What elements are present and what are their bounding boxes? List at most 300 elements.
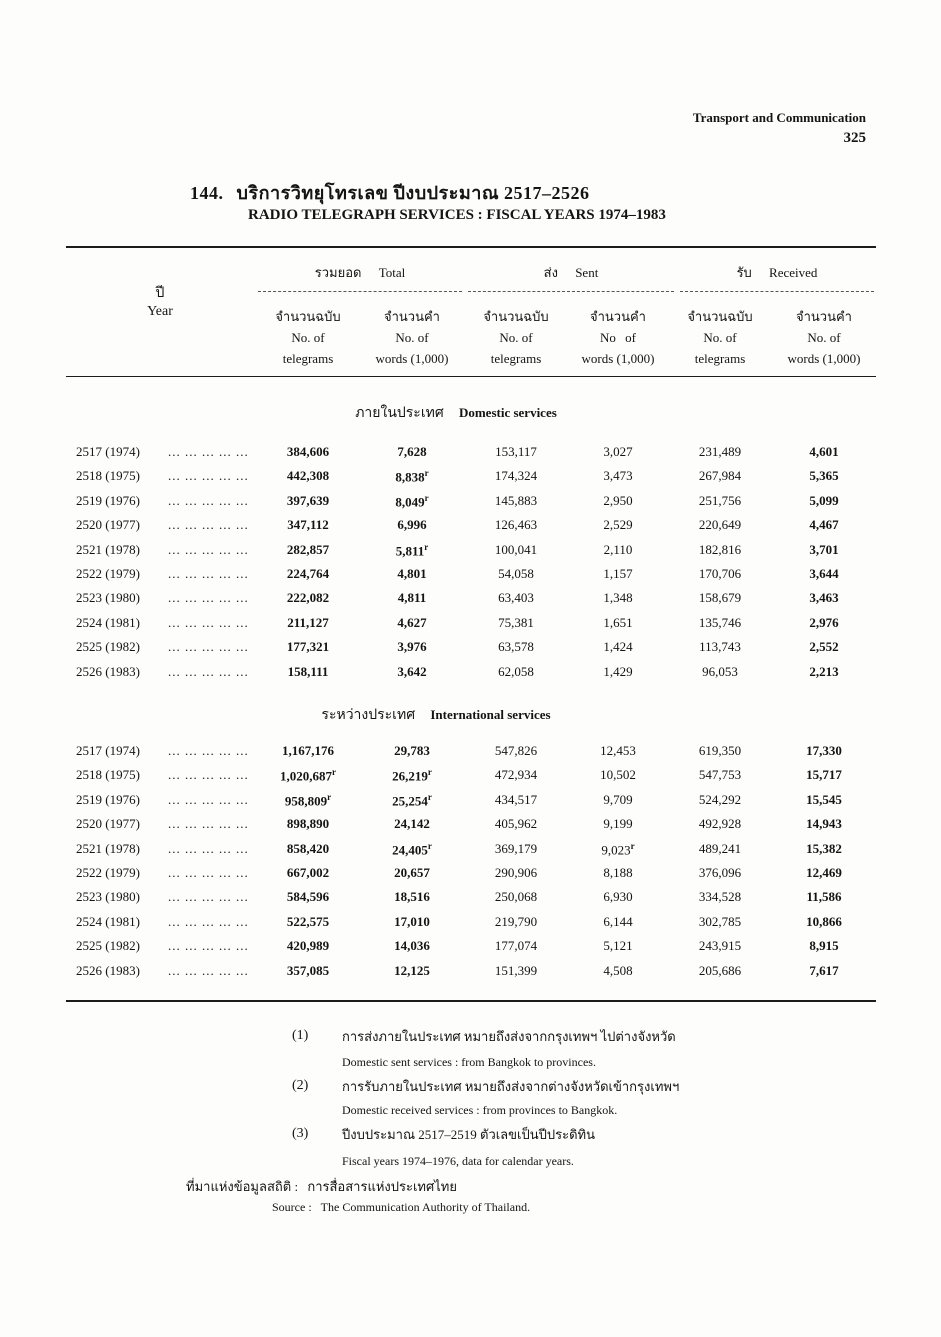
note-3 — [292, 1124, 852, 1142]
cell-value: 8,049 — [395, 494, 425, 510]
table-row — [66, 938, 876, 962]
cell-value: 177,074 — [494, 938, 538, 954]
cell — [258, 468, 358, 484]
page-number: 325 — [843, 130, 866, 146]
cell — [258, 914, 358, 930]
table-row — [66, 590, 876, 614]
col-line2: words (1,000) — [787, 351, 861, 366]
cell-value: 11,586 — [806, 889, 842, 905]
cell — [670, 816, 770, 832]
row-leader-dots: ... ... ... ... ... — [168, 865, 249, 880]
group-thai: รวมยอด — [314, 265, 362, 280]
cell-value: 170,706 — [698, 566, 742, 581]
cell-value: 7,628 — [397, 444, 427, 459]
cell — [670, 468, 770, 484]
row-year: 2523 (1980) — [76, 889, 140, 905]
revised-mark: r — [427, 840, 432, 851]
cell — [774, 889, 874, 905]
cell-value: 174,324 — [494, 468, 538, 484]
group-rule-received — [680, 291, 874, 292]
cell — [670, 865, 770, 881]
revised-mark: r — [332, 767, 336, 778]
cell-value: 2,529 — [603, 517, 633, 533]
row-year: 2525 (1982) — [76, 938, 140, 954]
row-leader-dots: ... ... ... ... ... — [168, 816, 249, 832]
cell — [774, 792, 874, 808]
col-line1: No. of — [703, 330, 737, 345]
cell — [774, 743, 874, 759]
cell-value: 153,117 — [495, 444, 537, 459]
table-row — [66, 816, 876, 840]
cell-value: 369,179 — [494, 840, 538, 856]
table-row — [66, 517, 876, 541]
cell-value: 220,649 — [698, 517, 742, 533]
cell-value: 4,627 — [397, 614, 427, 630]
row-leader-dots: ... ... ... ... ... — [168, 840, 249, 856]
row-leader-dots: ... ... ... ... ... — [168, 791, 249, 807]
cell-value: 224,764 — [286, 566, 330, 581]
cell — [258, 865, 358, 881]
cell — [466, 914, 566, 930]
col-header-sent-words — [568, 306, 668, 369]
cell — [670, 639, 770, 655]
row-leader-dots: ... ... ... ... ... — [168, 444, 249, 459]
cell — [258, 889, 358, 905]
row-year: 2520 (1977) — [76, 517, 140, 533]
cell-value: 222,082 — [286, 590, 330, 606]
cell-value: 282,857 — [286, 541, 330, 557]
row-year: 2517 (1974) — [76, 743, 140, 758]
source-english-label: Source : — [272, 1200, 312, 1214]
cell — [258, 615, 358, 631]
cell-value: 12,469 — [806, 865, 842, 880]
col-line1: No. of — [499, 330, 533, 345]
cell — [466, 889, 566, 905]
cell — [362, 517, 462, 533]
cell — [774, 938, 874, 954]
year-column-header — [120, 285, 200, 321]
cell-value: 15,545 — [806, 791, 842, 807]
cell-value: 524,292 — [698, 791, 742, 807]
cell — [362, 816, 462, 832]
col-thai: จำนวนฉบับ — [275, 309, 341, 324]
cell-value: 472,934 — [494, 767, 538, 783]
cell — [258, 816, 358, 832]
cell — [568, 517, 668, 533]
table-row — [66, 444, 876, 468]
table-row — [66, 639, 876, 663]
cell-value: 14,943 — [806, 816, 842, 832]
revised-mark: r — [424, 492, 429, 503]
row-year: 2524 (1981) — [76, 913, 140, 929]
cell-value: 158,111 — [287, 663, 329, 679]
cell-value: 434,517 — [494, 791, 538, 807]
cell — [774, 664, 874, 680]
cell — [568, 590, 668, 606]
cell-value: 25,254 — [392, 793, 428, 809]
cell-value: 547,826 — [494, 743, 538, 758]
cell-value: 302,785 — [698, 913, 742, 929]
row-leader-dots: ... ... ... ... ... — [168, 938, 249, 954]
table-row — [66, 767, 876, 791]
col-header-sent-telegrams — [466, 306, 566, 369]
col-line2: telegrams — [694, 351, 746, 366]
cell-value: 20,657 — [394, 865, 430, 880]
cell — [258, 792, 358, 809]
note-3-english: Fiscal years 1974–1976, data for calendar years. — [342, 1154, 574, 1168]
cell-value: 100,041 — [494, 541, 538, 557]
table-row — [66, 542, 876, 566]
cell — [568, 493, 668, 509]
note-thai: การรับภายในประเทศ หมายถึงส่งจากต่างจังหวัดเข้ากรุงเทพฯ — [342, 1079, 680, 1094]
cell — [774, 865, 874, 881]
row-year: 2526 (1983) — [76, 962, 140, 978]
cell — [670, 444, 770, 460]
cell — [568, 865, 668, 881]
row-year: 2521 (1978) — [76, 840, 140, 856]
table-row — [66, 664, 876, 688]
cell — [258, 444, 358, 460]
source-thai-label: ที่มาแห่งข้อมูลสถิติ : — [186, 1179, 299, 1194]
cell — [774, 767, 874, 783]
cell-value: 5,365 — [809, 468, 839, 484]
cell-value: 7,617 — [809, 962, 839, 978]
cell — [362, 963, 462, 979]
source-english-text: The Communication Authority of Thailand. — [320, 1200, 531, 1214]
row-year: 2517 (1974) — [76, 444, 140, 459]
cell — [568, 914, 668, 930]
note-2-english: Domestic received services : from provinces to Bangkok. — [342, 1103, 618, 1117]
cell-value: 182,816 — [698, 541, 742, 557]
cell-value: 1,424 — [603, 639, 633, 655]
row-leader-dots: ... ... ... ... ... — [168, 492, 249, 508]
cell-value: 898,890 — [286, 816, 330, 832]
cell — [258, 639, 358, 655]
cell-value: 442,308 — [286, 468, 330, 484]
row-year: 2522 (1979) — [76, 566, 140, 581]
cell-value: 3,701 — [809, 541, 839, 557]
row-year: 2521 (1978) — [76, 541, 140, 557]
col-thai: จำนวนฉบับ — [483, 309, 549, 324]
table-row — [66, 914, 876, 938]
cell-value: 3,644 — [809, 566, 839, 581]
cell-value: 113,743 — [699, 639, 741, 655]
cell-value: 211,127 — [287, 614, 329, 630]
cell — [362, 792, 462, 809]
cell — [466, 615, 566, 631]
cell — [670, 615, 770, 631]
cell-value: 75,381 — [498, 614, 534, 630]
cell-value: 6,996 — [397, 517, 427, 533]
row-year: 2519 (1976) — [76, 492, 140, 508]
table-row — [66, 566, 876, 590]
cell-value: 177,321 — [286, 639, 330, 655]
table-row — [66, 963, 876, 987]
cell-value: 357,085 — [286, 962, 330, 978]
cell — [362, 615, 462, 631]
cell-value: 347,112 — [287, 517, 329, 533]
cell — [774, 816, 874, 832]
cell-value: 290,906 — [494, 865, 538, 880]
note-number: (2) — [292, 1078, 309, 1093]
cell — [466, 542, 566, 558]
cell — [466, 865, 566, 881]
cell-value: 17,010 — [394, 913, 430, 929]
cell-value: 4,601 — [809, 444, 839, 459]
table-row — [66, 841, 876, 865]
cell — [362, 444, 462, 460]
cell-value: 420,989 — [286, 938, 330, 954]
cell-value: 4,467 — [809, 517, 839, 533]
cell-value: 3,027 — [603, 444, 633, 459]
group-header-sent — [468, 262, 674, 283]
group-header-total — [258, 262, 462, 283]
table-row — [66, 865, 876, 889]
note-number: (1) — [292, 1028, 309, 1043]
cell-value: 547,753 — [698, 767, 742, 783]
cell — [774, 468, 874, 484]
cell-value: 9,709 — [603, 791, 633, 807]
row-year: 2519 (1976) — [76, 791, 140, 807]
cell-value: 376,096 — [698, 865, 742, 880]
table-row — [66, 743, 876, 767]
cell — [258, 517, 358, 533]
top-rule — [66, 246, 876, 248]
cell-value: 10,866 — [806, 913, 842, 929]
cell-value: 15,717 — [806, 767, 842, 783]
cell-value: 63,403 — [498, 590, 534, 606]
cell — [568, 444, 668, 460]
cell-value: 858,420 — [286, 840, 330, 856]
header-rule — [66, 376, 876, 377]
col-line1: No. of — [291, 330, 325, 345]
cell-value: 334,528 — [698, 889, 742, 905]
cell — [670, 664, 770, 680]
cell — [568, 841, 668, 858]
cell-value: 2,976 — [809, 614, 839, 630]
cell-value: 522,575 — [286, 913, 330, 929]
cell — [568, 963, 668, 979]
cell — [670, 841, 770, 857]
row-year: 2518 (1975) — [76, 767, 140, 783]
cell — [466, 517, 566, 533]
cell-value: 15,382 — [806, 840, 842, 856]
cell — [258, 542, 358, 558]
cell-value: 12,453 — [600, 743, 636, 758]
revised-mark: r — [427, 791, 432, 802]
section-english: International services — [430, 707, 551, 722]
cell — [258, 938, 358, 954]
cell — [362, 938, 462, 954]
cell-value: 145,883 — [494, 492, 538, 508]
group-english: Total — [378, 265, 406, 280]
cell — [466, 767, 566, 783]
cell — [670, 792, 770, 808]
cell-value: 18,516 — [394, 889, 430, 905]
cell — [568, 743, 668, 759]
cell-value: 24,405 — [392, 841, 428, 857]
cell — [568, 816, 668, 832]
cell-value: 8,915 — [809, 938, 839, 954]
cell-value: 250,068 — [494, 889, 538, 905]
cell — [362, 743, 462, 759]
group-thai: ส่ง — [543, 265, 558, 280]
col-thai: จำนวนคำ — [590, 309, 646, 324]
cell — [362, 566, 462, 582]
revised-mark: r — [327, 791, 332, 802]
source-thai-text: การสื่อสารแห่งประเทศไทย — [307, 1179, 457, 1194]
cell-value: 619,350 — [698, 743, 742, 758]
cell — [362, 468, 462, 485]
cell — [466, 743, 566, 759]
cell — [466, 590, 566, 606]
cell — [362, 841, 462, 858]
cell — [466, 816, 566, 832]
cell — [568, 767, 668, 783]
cell-value: 405,962 — [494, 816, 538, 832]
table-title-english: RADIO TELEGRAPH SERVICES : FISCAL YEARS 1974–1983 — [248, 207, 666, 223]
cell — [568, 639, 668, 655]
cell — [774, 914, 874, 930]
cell-value: 3,976 — [397, 639, 427, 655]
cell-value: 231,489 — [698, 444, 742, 459]
row-year: 2520 (1977) — [76, 816, 140, 832]
table-row — [66, 889, 876, 913]
note-thai: ปีงบประมาณ 2517–2519 ตัวเลขเป็นปีประดิทิน — [342, 1127, 595, 1142]
cell-value: 151,399 — [494, 962, 538, 978]
row-leader-dots: ... ... ... ... ... — [168, 614, 249, 630]
cell — [568, 566, 668, 582]
cell — [568, 615, 668, 631]
row-year: 2518 (1975) — [76, 468, 140, 484]
cell-value: 10,502 — [600, 767, 636, 783]
cell — [466, 664, 566, 680]
cell — [774, 493, 874, 509]
cell — [466, 566, 566, 582]
cell — [466, 841, 566, 857]
cell-value: 9,199 — [603, 816, 633, 832]
cell-value: 1,651 — [603, 614, 633, 630]
cell-value: 384,606 — [286, 444, 330, 459]
revised-mark: r — [630, 840, 635, 851]
revised-mark: r — [427, 767, 432, 778]
row-year: 2523 (1980) — [76, 590, 140, 606]
group-rule-total — [258, 291, 462, 292]
table-number: 144. — [190, 183, 224, 203]
cell — [258, 767, 358, 784]
cell-value: 26,219 — [392, 768, 428, 784]
cell-value: 126,463 — [494, 517, 538, 533]
cell-value: 2,110 — [603, 541, 633, 557]
cell — [466, 938, 566, 954]
cell — [466, 792, 566, 808]
row-leader-dots: ... ... ... ... ... — [168, 767, 249, 783]
cell — [362, 639, 462, 655]
row-leader-dots: ... ... ... ... ... — [168, 590, 249, 606]
cell — [362, 542, 462, 559]
cell-value: 17,330 — [806, 743, 842, 758]
cell-value: 62,058 — [498, 663, 534, 679]
group-english: Received — [769, 265, 818, 280]
cell — [568, 938, 668, 954]
cell — [670, 517, 770, 533]
cell-value: 5,121 — [603, 938, 633, 954]
col-line1-no: No — [600, 330, 616, 345]
cell — [362, 493, 462, 510]
cell-value: 2,552 — [809, 639, 839, 655]
bottom-rule — [66, 1000, 876, 1002]
row-leader-dots: ... ... ... ... ... — [168, 468, 249, 484]
cell — [466, 493, 566, 509]
table-row — [66, 792, 876, 816]
cell — [362, 865, 462, 881]
row-leader-dots: ... ... ... ... ... — [168, 663, 249, 679]
group-thai: รับ — [736, 265, 752, 280]
row-leader-dots: ... ... ... ... ... — [168, 913, 249, 929]
cell — [258, 664, 358, 680]
source-thai — [186, 1176, 457, 1197]
cell-value: 9,023 — [601, 841, 631, 857]
cell — [774, 963, 874, 979]
row-leader-dots: ... ... ... ... ... — [168, 541, 249, 557]
row-leader-dots: ... ... ... ... ... — [168, 517, 249, 533]
cell — [670, 590, 770, 606]
section-heading-domestic — [206, 402, 706, 424]
cell-value: 3,642 — [397, 663, 427, 679]
col-line1 — [568, 327, 668, 348]
cell-value: 1,167,176 — [282, 743, 334, 758]
group-rule-sent — [468, 291, 674, 292]
cell — [774, 542, 874, 558]
cell — [362, 767, 462, 784]
section-thai: ระหว่างประเทศ — [321, 708, 416, 723]
col-header-total-telegrams — [258, 306, 358, 369]
cell-value: 489,241 — [698, 840, 742, 856]
cell-value: 667,002 — [286, 865, 330, 880]
row-leader-dots: ... ... ... ... ... — [168, 743, 249, 758]
cell-value: 397,639 — [286, 492, 330, 508]
col-header-received-telegrams — [670, 306, 770, 369]
cell-value: 1,157 — [603, 566, 633, 581]
cell — [258, 566, 358, 582]
cell-value: 958,809 — [284, 793, 328, 809]
cell-value: 1,020,687 — [280, 768, 332, 784]
cell — [670, 493, 770, 509]
cell-value: 14,036 — [394, 938, 430, 954]
cell — [670, 963, 770, 979]
note-1 — [292, 1026, 852, 1044]
cell — [774, 444, 874, 460]
cell-value: 492,928 — [698, 816, 742, 832]
cell-value: 1,348 — [603, 590, 633, 606]
cell — [258, 493, 358, 509]
cell-value: 4,801 — [397, 566, 427, 581]
cell-value: 2,213 — [809, 663, 839, 679]
note-2 — [292, 1076, 852, 1094]
cell — [670, 743, 770, 759]
cell-value: 29,783 — [394, 743, 430, 758]
row-leader-dots: ... ... ... ... ... — [168, 962, 249, 978]
revised-mark: r — [424, 541, 429, 552]
group-header-received — [680, 262, 874, 283]
cell — [774, 639, 874, 655]
cell — [774, 517, 874, 533]
year-header-english: Year — [147, 304, 173, 319]
table-row — [66, 468, 876, 492]
note-thai: การส่งภายในประเทศ หมายถึงส่งจากกรุงเทพฯ ไปต่างจังหวัด — [342, 1029, 676, 1044]
cell-value: 2,950 — [603, 492, 633, 508]
col-header-total-words — [362, 306, 462, 369]
